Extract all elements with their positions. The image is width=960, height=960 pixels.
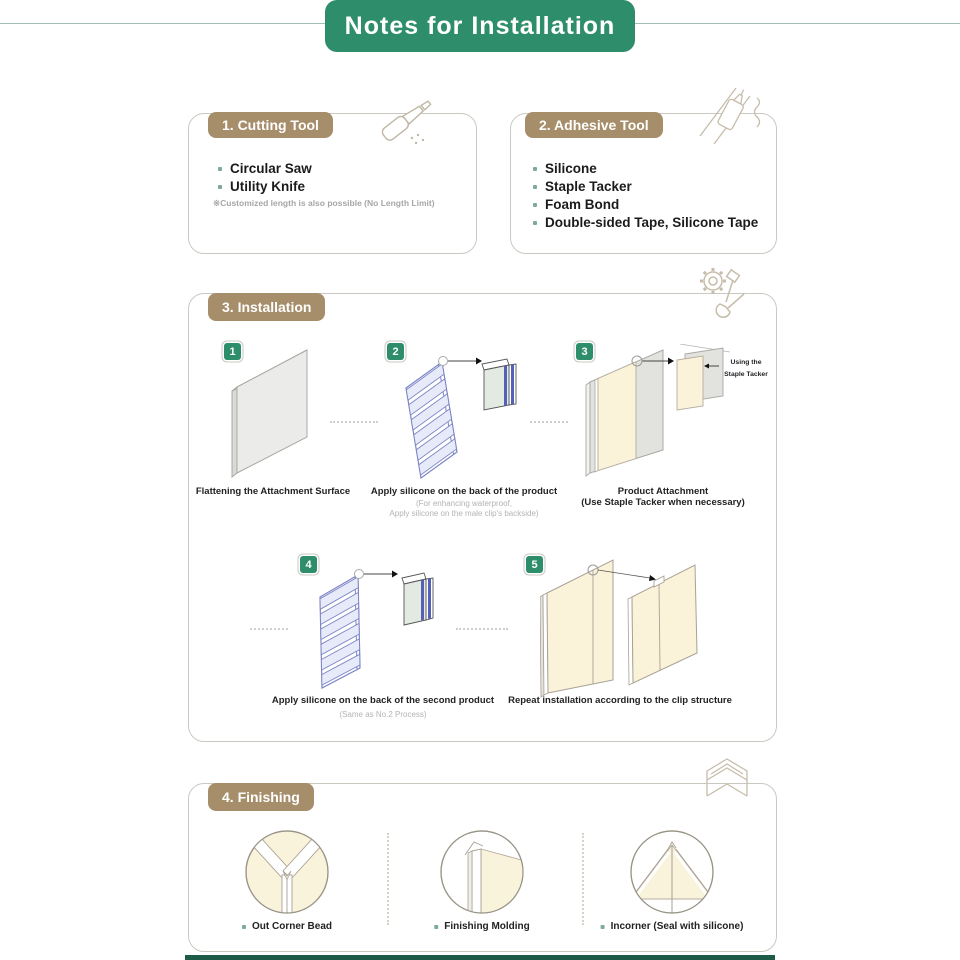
step-3-subcaption: (Use Staple Tacker when necessary): [581, 497, 745, 508]
dotted-divider: [387, 833, 389, 925]
step-2-subcaption: Apply silicone on the male clip's backside): [389, 509, 539, 518]
adhesive-item: [533, 161, 597, 176]
bullet-dot: [533, 203, 537, 207]
dotted-separator: [530, 421, 568, 423]
bullet-dot: [218, 185, 222, 189]
step-4-diagram: [295, 558, 455, 698]
bullet-dot: [533, 221, 537, 225]
cutting-note: ※Customized length is also possible (No Length Limit): [213, 198, 435, 208]
step-2-caption: Apply silicone on the back of the product: [370, 486, 558, 497]
step-2-subcaption: (For enhancing waterproof,: [415, 499, 513, 508]
finishing-molding-diagram: [439, 829, 525, 915]
dotted-divider: [582, 833, 584, 925]
footer-bar: [185, 955, 775, 960]
step-3-annotation: Using the Staple Tacker: [724, 359, 768, 378]
step-3-caption: Product Attachment: [617, 486, 709, 497]
adhesive-item: [533, 179, 632, 194]
dotted-separator: [456, 628, 508, 630]
adhesive-item-label: Staple Tacker: [545, 179, 632, 194]
step-5-badge: 5: [526, 556, 543, 573]
adhesive-item-label: Double-sided Tape, Silicone Tape: [545, 215, 759, 230]
finishing-item: [434, 921, 530, 932]
finishing-item-label: Finishing Molding: [444, 921, 530, 932]
dotted-separator: [250, 628, 288, 630]
cutting-item-label: Utility Knife: [230, 179, 306, 194]
finishing-item: [601, 921, 744, 932]
incorner-diagram: [629, 829, 715, 915]
installation-label: 3. Installation: [208, 293, 325, 321]
bullet-dot: [218, 167, 222, 171]
corner-molding-icon: [700, 756, 754, 808]
step-1-caption: Flattening the Attachment Surface: [195, 486, 351, 497]
dotted-separator: [330, 421, 378, 423]
step-4-subcaption: (Same as No.2 Process): [339, 710, 427, 719]
step-2-diagram: [383, 348, 533, 488]
finishing-item-label: Out Corner Bead: [251, 921, 333, 932]
bullet-dot: [434, 925, 438, 929]
cutting-item-label: Circular Saw: [230, 161, 312, 176]
cutting-item: [218, 161, 312, 176]
finishing-label: 4. Finishing: [208, 783, 314, 811]
gear-wrench-icon: [690, 260, 754, 322]
glue-bottle-icon: [690, 84, 770, 148]
bullet-dot: [533, 167, 537, 171]
step-1-badge: 1: [224, 343, 241, 360]
step-4-caption: Apply silicone on the back of the second product: [271, 695, 495, 706]
step-1-diagram: [215, 342, 325, 482]
finishing-item-label: Incorner (Seal with silicone): [610, 921, 744, 932]
utility-knife-icon: [372, 92, 440, 152]
cutting-tool-label: 1. Cutting Tool: [208, 112, 333, 138]
bullet-dot: [242, 925, 246, 929]
step-5-caption: Repeat installation according to the clip structure: [508, 695, 732, 706]
adhesive-tool-label: 2. Adhesive Tool: [525, 112, 663, 138]
step-5-diagram: [540, 558, 725, 698]
step-4-badge: 4: [300, 556, 317, 573]
finishing-item: [242, 921, 332, 932]
bullet-dot: [533, 185, 537, 189]
cutting-item: [218, 179, 305, 194]
adhesive-item-label: Silicone: [545, 161, 597, 176]
adhesive-item: [533, 215, 758, 230]
step-2-badge: 2: [387, 343, 404, 360]
out-corner-bead-diagram: [244, 829, 330, 915]
adhesive-item: [533, 197, 619, 212]
step-3-badge: 3: [576, 343, 593, 360]
bullet-dot: [601, 925, 605, 929]
adhesive-item-label: Foam Bond: [545, 197, 620, 212]
page-title: Notes for Installation: [325, 0, 635, 52]
